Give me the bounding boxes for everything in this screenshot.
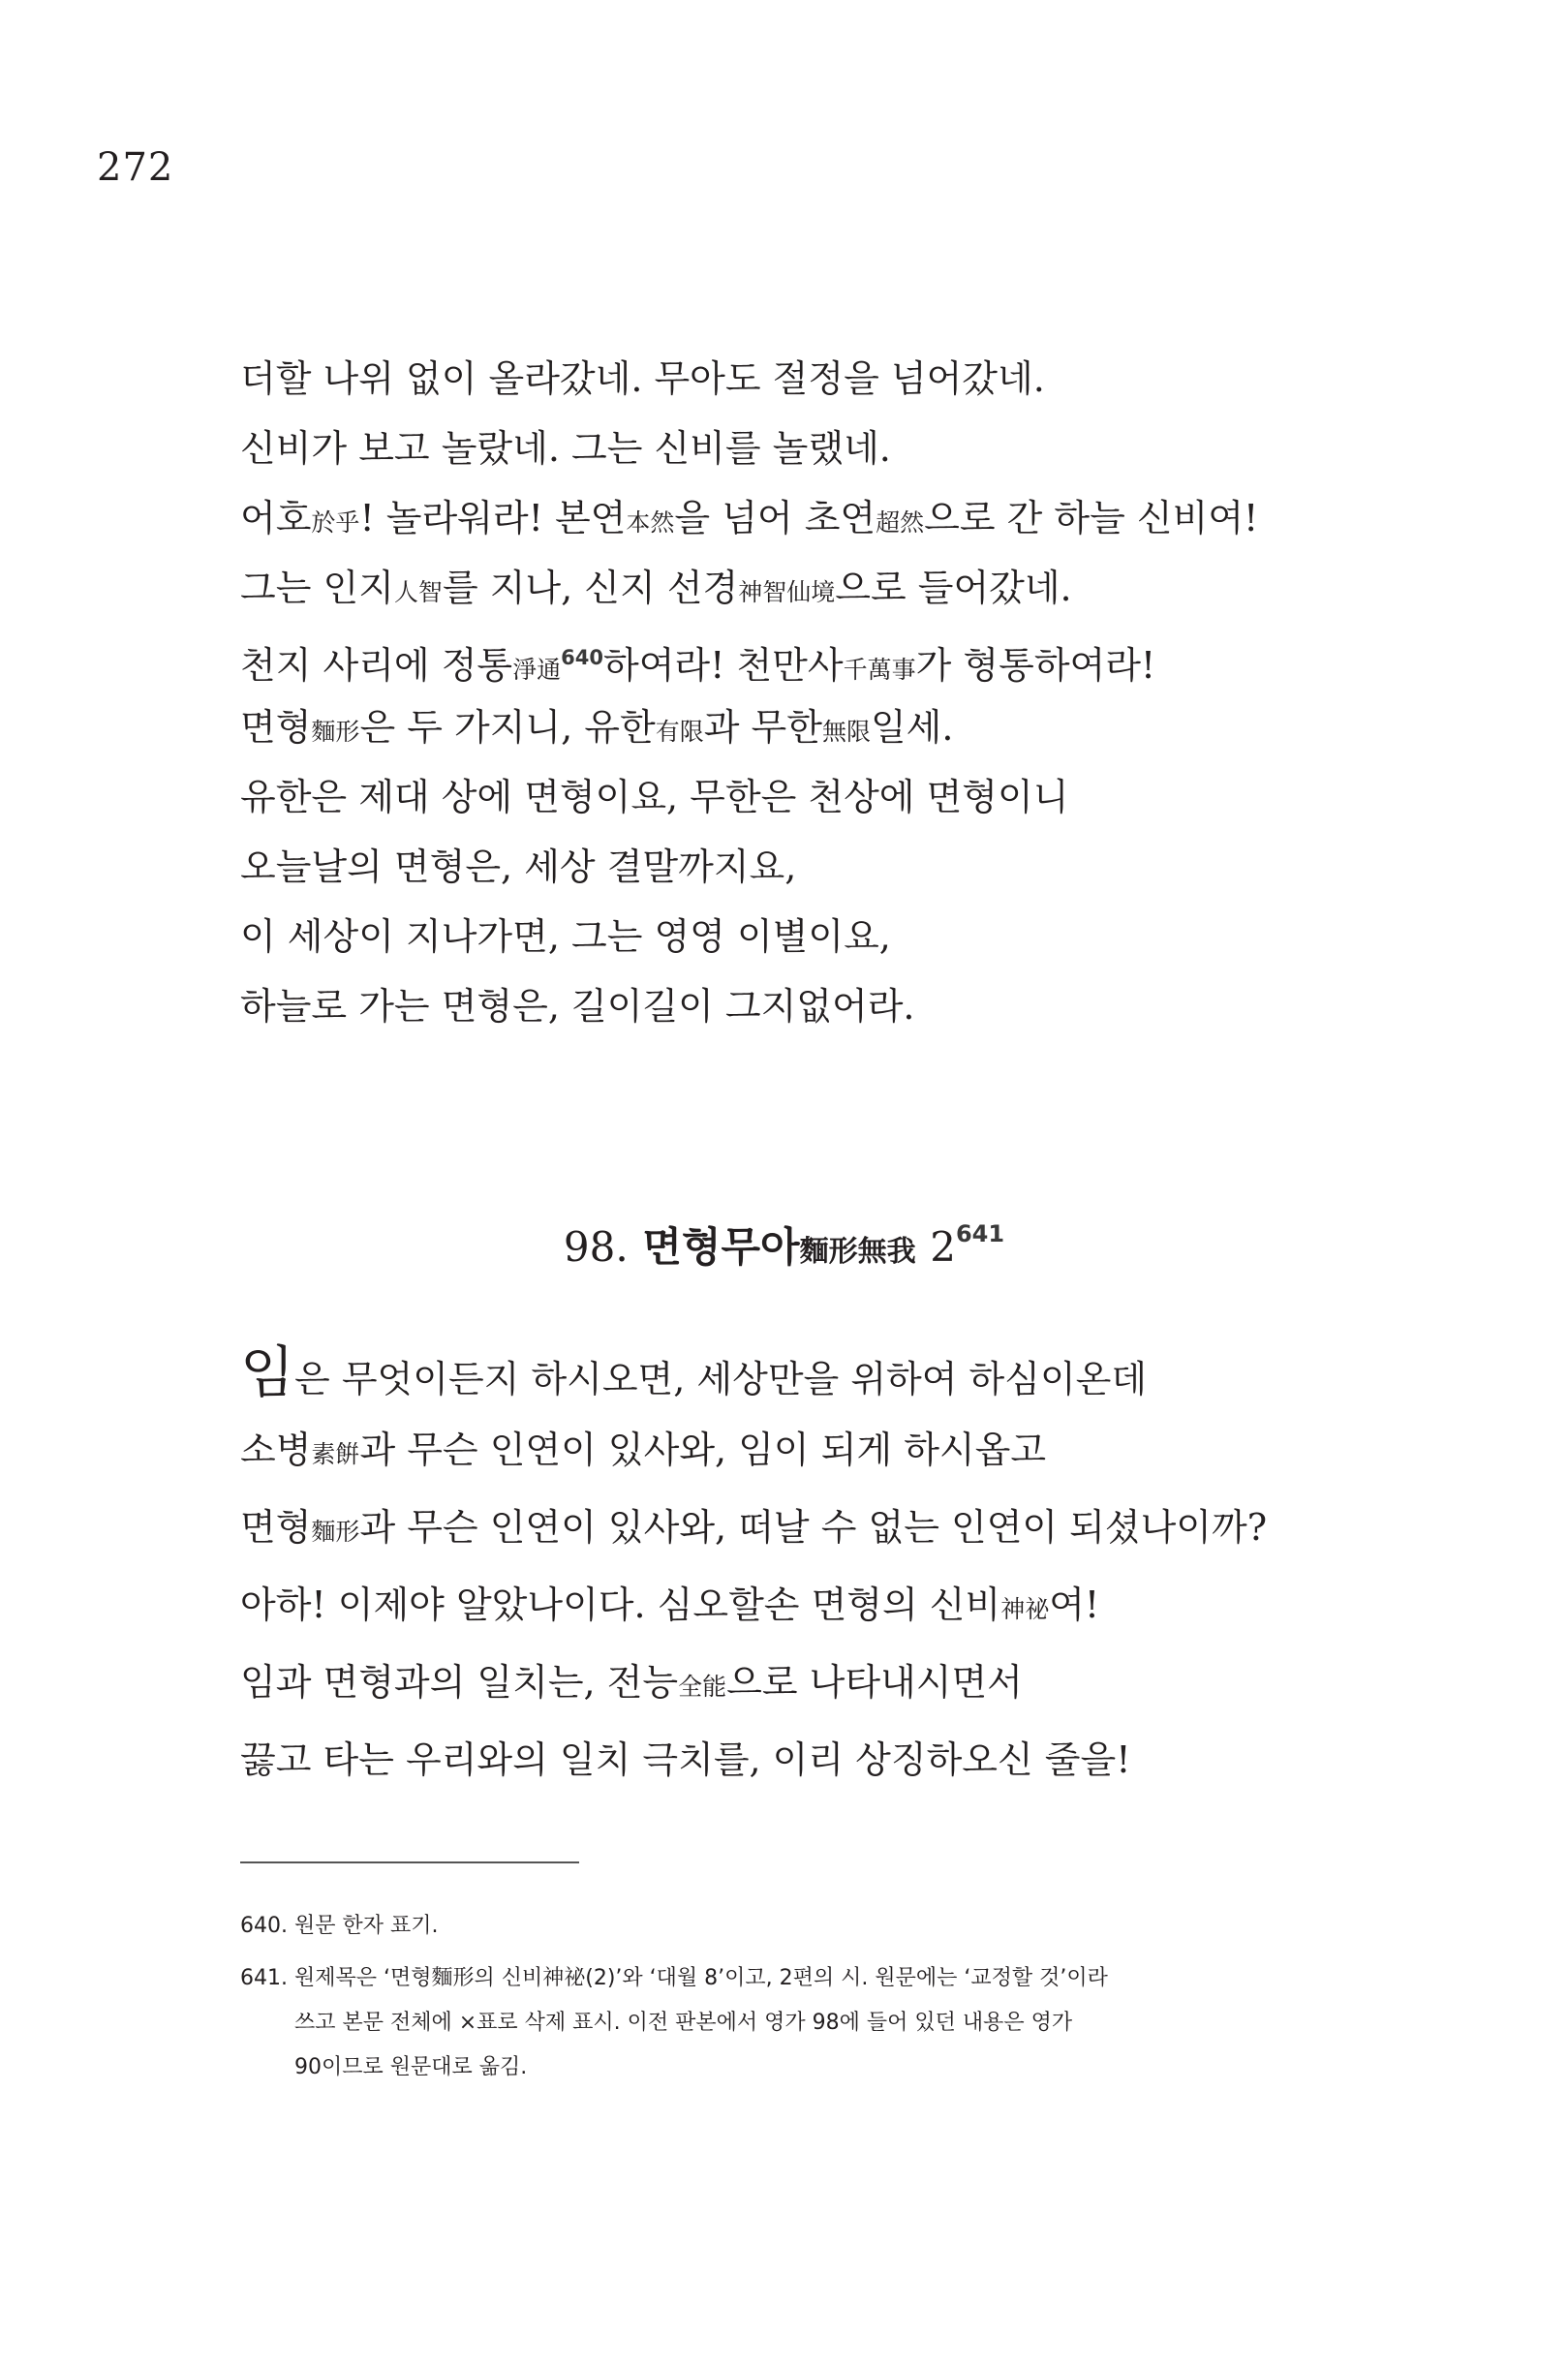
- line-text: 면형: [240, 1506, 312, 1549]
- hanja-gloss: 有限: [655, 718, 704, 746]
- footnote-text: [294, 1956, 1335, 2090]
- poem-line: [240, 1736, 1451, 1784]
- poem-line: [240, 564, 1451, 612]
- footnote-ref[interactable]: 640: [561, 646, 603, 669]
- line-text: 오늘날의 면형은, 세상 결말까지요,: [240, 846, 797, 888]
- poem-line: [240, 843, 1451, 891]
- footnote-number: 640.: [240, 1914, 288, 1938]
- line-text: 아하! 이제야 알았나이다. 심오할손 면형의 신비: [240, 1584, 1001, 1626]
- hanja-gloss: 超然: [876, 508, 925, 537]
- line-text: 으로 나타내시면서: [726, 1661, 1023, 1704]
- poem-line: [240, 1581, 1451, 1629]
- heading-hanja: 麵形無我: [799, 1235, 916, 1269]
- line-text: 하여라! 천만사: [602, 644, 844, 687]
- poem-line: [240, 424, 1451, 473]
- heading-number: 98.: [563, 1223, 629, 1271]
- poem-line: [240, 982, 1451, 1030]
- line-text: 천지 사리에 정통: [240, 644, 513, 687]
- line-text: 으로 들어갔네.: [835, 567, 1072, 609]
- line-text: 가 형통하여라!: [915, 644, 1156, 687]
- line-text: 여!: [1049, 1584, 1100, 1626]
- footnote-text: [294, 1904, 1335, 1949]
- poem-line: [240, 773, 1451, 821]
- line-text: 임과 면형과의 일치는, 전능: [240, 1661, 679, 1704]
- line-text: 끓고 타는 우리와의 일치 극치를, 이리 상징하오신 줄을!: [240, 1738, 1131, 1781]
- hanja-gloss: 人智: [393, 578, 443, 606]
- footnote-640: [240, 1904, 1335, 1949]
- hanja-gloss: 淨通: [512, 656, 562, 684]
- footnote-line: 원제목은 ‘면형麵形의 신비神祕(2)’와 ‘대월 8’이고, 2편의 시. 원문에는 ‘교정할 것’이라: [294, 1966, 1108, 1990]
- poem-continuation: [240, 354, 1451, 1052]
- hanja-gloss: 麵形: [311, 1518, 360, 1546]
- footnote-number: 641.: [240, 1966, 288, 1990]
- line-text: 과 무슨 인연이 있사와, 떠날 수 없는 인연이 되셨나이까?: [359, 1506, 1268, 1549]
- line-text: 를 지나, 신지 선경: [442, 567, 739, 609]
- hanja-gloss: 本然: [626, 508, 675, 537]
- poem-line: [240, 703, 1451, 752]
- line-text: 그는 인지: [240, 567, 394, 609]
- footnote-line: 원문 한자 표기.: [294, 1914, 439, 1938]
- line-text: 어호: [240, 497, 312, 539]
- poem-line: [240, 633, 1451, 687]
- line-text: ! 놀라워라! 본연: [359, 497, 627, 539]
- hanja-gloss: 無限: [821, 718, 871, 746]
- line-text: 소병: [240, 1429, 312, 1471]
- poem-line: [240, 1426, 1451, 1474]
- drop-cap: 임: [240, 1339, 295, 1405]
- line-text: 이 세상이 지나가면, 그는 영영 이별이요,: [240, 915, 891, 958]
- hanja-gloss: 於乎: [311, 508, 360, 537]
- line-text: 신비가 보고 놀랐네. 그는 신비를 놀랬네.: [240, 427, 891, 470]
- footnote-divider: [240, 1861, 579, 1863]
- line-text: 과 무한: [703, 706, 822, 749]
- poem-body: [240, 1339, 1451, 1813]
- footnote-ref[interactable]: 641: [955, 1220, 1005, 1247]
- hanja-gloss: 麵形: [311, 718, 360, 746]
- page-number: 272: [97, 145, 174, 190]
- footnote-line: 90이므로 원문대로 옮김.: [294, 2055, 528, 2079]
- line-text: 유한은 제대 상에 면형이요, 무한은 천상에 면형이니: [240, 776, 1069, 818]
- footnote-line: 쓰고 본문 전체에 ×표로 삭제 표시. 이전 판본에서 영가 98에 들어 있던 내용은 영가: [294, 2011, 1073, 2035]
- line-text: 더할 나위 없이 올라갔네. 무아도 절정을 넘어갔네.: [240, 357, 1045, 400]
- hanja-gloss: 神智仙境: [738, 578, 836, 606]
- line-text: 하늘로 가는 면형은, 길이길이 그지없어라.: [240, 985, 915, 1028]
- line-text: 은 무엇이든지 하시오면, 세상만을 위하여 하심이온데: [294, 1358, 1148, 1400]
- hanja-gloss: 千萬事: [843, 656, 916, 684]
- section-heading: [0, 1215, 1568, 1274]
- footnote-641: [240, 1956, 1335, 2090]
- heading-title: 면형무아: [642, 1223, 800, 1271]
- line-text: 을 넘어 초연: [674, 497, 876, 539]
- heading-suffix: 2: [930, 1223, 956, 1271]
- poem-line: [240, 354, 1451, 403]
- line-text: 일세.: [870, 706, 954, 749]
- hanja-gloss: 神祕: [1000, 1595, 1050, 1623]
- hanja-gloss: 素餠: [311, 1440, 360, 1468]
- line-text: 면형: [240, 706, 312, 749]
- line-text: 은 두 가지니, 유한: [359, 706, 656, 749]
- poem-line: [240, 1339, 1451, 1405]
- line-text: 과 무슨 인연이 있사와, 임이 되게 하시옵고: [359, 1429, 1047, 1471]
- poem-line: [240, 1503, 1451, 1552]
- poem-line: [240, 912, 1451, 961]
- poem-line: [240, 494, 1451, 542]
- footnotes: [240, 1904, 1335, 2098]
- poem-line: [240, 1658, 1451, 1707]
- line-text: 으로 간 하늘 신비여!: [924, 497, 1259, 539]
- hanja-gloss: 全能: [678, 1673, 727, 1701]
